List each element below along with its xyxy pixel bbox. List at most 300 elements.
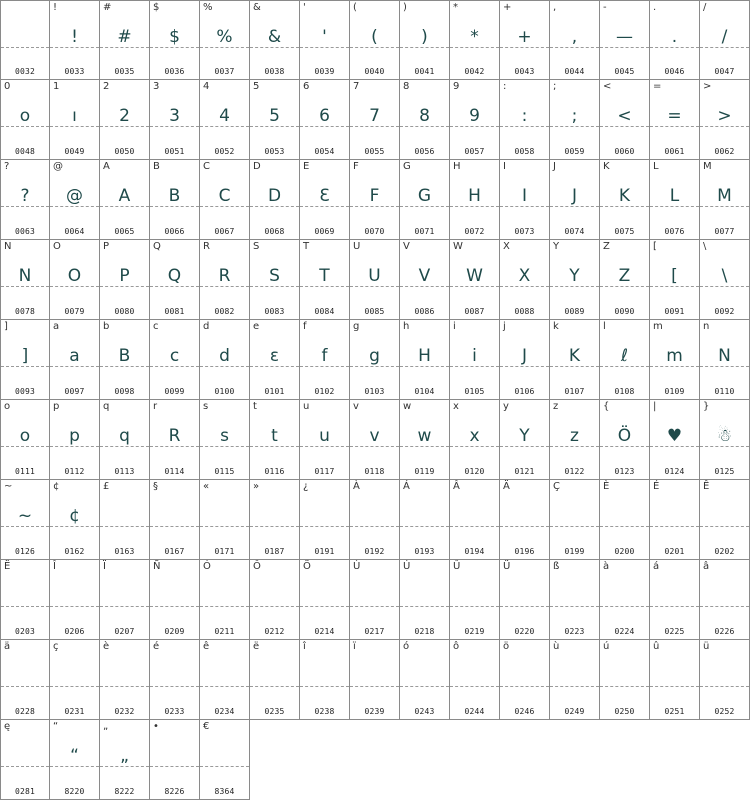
glyph-cell-0124[interactable] xyxy=(650,400,700,480)
cell-glyph-sample: I xyxy=(521,186,527,206)
glyph-cell-0069[interactable] xyxy=(300,160,350,240)
glyph-cell-0167[interactable] xyxy=(150,480,200,560)
glyph-cell-0238[interactable] xyxy=(300,640,350,720)
glyph-cell-0120[interactable] xyxy=(450,400,500,480)
glyph-cell-0046[interactable] xyxy=(650,0,700,80)
glyph-cell-0220[interactable] xyxy=(500,560,550,640)
glyph-cell-0106[interactable] xyxy=(500,320,550,400)
glyph-cell-0064[interactable] xyxy=(50,160,100,240)
glyph-cell-0057[interactable] xyxy=(450,80,500,160)
glyph-cell-0084[interactable] xyxy=(300,240,350,320)
glyph-cell-0033[interactable] xyxy=(50,0,100,80)
cell-baseline xyxy=(300,606,349,607)
cell-character-label: v xyxy=(353,401,359,412)
cell-baseline xyxy=(150,126,199,127)
glyph-cell-0045[interactable] xyxy=(600,0,650,80)
cell-baseline xyxy=(300,686,349,687)
glyph-cell-0071[interactable] xyxy=(400,160,450,240)
cell-glyph-sample: 6 xyxy=(319,106,330,126)
cell-character-label: É xyxy=(653,481,660,492)
glyph-cell-0100[interactable] xyxy=(200,320,250,400)
cell-baseline xyxy=(550,47,599,48)
cell-character-label: î xyxy=(303,641,306,652)
cell-baseline xyxy=(350,366,399,367)
cell-baseline xyxy=(500,446,549,447)
cell-baseline xyxy=(150,766,199,767)
cell-character-label: À xyxy=(353,481,360,492)
glyph-cell-0119[interactable] xyxy=(400,400,450,480)
cell-code-label: 0167 xyxy=(164,547,185,556)
glyph-cell-0074[interactable] xyxy=(550,160,600,240)
glyph-cell-0251[interactable] xyxy=(650,640,700,720)
cell-baseline xyxy=(500,286,549,287)
glyph-cell-0070[interactable] xyxy=(350,160,400,240)
glyph-cell-0114[interactable] xyxy=(150,400,200,480)
glyph-cell-0097[interactable] xyxy=(50,320,100,400)
glyph-cell-0054[interactable] xyxy=(300,80,350,160)
glyph-cell-0107[interactable] xyxy=(550,320,600,400)
cell-baseline xyxy=(550,526,599,527)
cell-code-label: 0032 xyxy=(14,67,36,76)
cell-code-label: 0119 xyxy=(414,467,435,476)
cell-code-label: 0051 xyxy=(164,147,185,156)
glyph-cell-0121[interactable] xyxy=(500,400,550,480)
glyph-cell-0037[interactable] xyxy=(200,0,250,80)
glyph-cell-0116[interactable] xyxy=(250,400,300,480)
glyph-cell-0075[interactable] xyxy=(600,160,650,240)
glyph-cell-0201[interactable] xyxy=(650,480,700,560)
glyph-cell-0091[interactable] xyxy=(650,240,700,320)
glyph-cell-0223[interactable] xyxy=(550,560,600,640)
cell-baseline xyxy=(350,526,399,527)
glyph-cell-0239[interactable] xyxy=(350,640,400,720)
cell-character-label: M xyxy=(703,161,712,172)
cell-baseline xyxy=(350,446,399,447)
cell-baseline xyxy=(200,766,249,767)
cell-baseline xyxy=(500,47,549,48)
glyph-cell-0122[interactable] xyxy=(550,400,600,480)
glyph-cell-0244[interactable] xyxy=(450,640,500,720)
cell-code-label: 0050 xyxy=(114,147,135,156)
glyph-cell-0218[interactable] xyxy=(400,560,450,640)
cell-code-label: 0231 xyxy=(64,707,85,716)
cell-code-label: 0079 xyxy=(64,307,85,316)
glyph-cell-0036[interactable] xyxy=(150,0,200,80)
glyph-cell-0049[interactable] xyxy=(50,80,100,160)
glyph-cell-0047[interactable] xyxy=(700,0,750,80)
cell-glyph-sample: o xyxy=(19,106,31,126)
cell-character-label: q xyxy=(103,401,110,412)
cell-glyph-sample: ) xyxy=(421,27,428,47)
cell-glyph-sample: Y xyxy=(519,426,530,446)
cell-baseline xyxy=(400,526,449,527)
glyph-cell-0081[interactable] xyxy=(150,240,200,320)
glyph-cell-0250[interactable] xyxy=(600,640,650,720)
cell-character-label: A xyxy=(103,161,110,172)
glyph-cell-0113[interactable] xyxy=(100,400,150,480)
glyph-cell-0219[interactable] xyxy=(450,560,500,640)
cell-character-label: ! xyxy=(53,2,58,13)
glyph-cell-0209[interactable] xyxy=(150,560,200,640)
glyph-cell-8222[interactable] xyxy=(100,720,150,800)
cell-character-label: W xyxy=(453,241,463,252)
cell-baseline xyxy=(150,446,199,447)
glyph-cell-0192[interactable] xyxy=(350,480,400,560)
cell-character-label: 3 xyxy=(153,81,160,92)
cell-code-label: 0252 xyxy=(714,707,735,716)
cell-code-label: 0097 xyxy=(64,387,85,396)
glyph-cell-0073[interactable] xyxy=(500,160,550,240)
cell-code-label: 0224 xyxy=(614,627,635,636)
cell-code-label: 0073 xyxy=(514,227,535,236)
cell-code-label: 0088 xyxy=(514,307,535,316)
glyph-cell-0077[interactable] xyxy=(700,160,750,240)
cell-code-label: 0053 xyxy=(264,147,285,156)
cell-baseline xyxy=(650,126,699,127)
cell-character-label: t xyxy=(253,401,257,412)
glyph-cell-0187[interactable] xyxy=(250,480,300,560)
glyph-cell-0193[interactable] xyxy=(400,480,450,560)
glyph-cell-0063[interactable] xyxy=(0,160,50,240)
glyph-cell-0232[interactable] xyxy=(100,640,150,720)
glyph-cell-0243[interactable] xyxy=(400,640,450,720)
glyph-cell-0058[interactable] xyxy=(500,80,550,160)
glyph-cell-0224[interactable] xyxy=(600,560,650,640)
glyph-cell-0194[interactable] xyxy=(450,480,500,560)
glyph-cell-0098[interactable] xyxy=(100,320,150,400)
cell-character-label: 1 xyxy=(53,81,60,92)
cell-baseline xyxy=(50,766,99,767)
cell-baseline xyxy=(350,47,399,48)
cell-baseline xyxy=(400,206,449,207)
glyph-cell-0214[interactable] xyxy=(300,560,350,640)
glyph-cell-0083[interactable] xyxy=(250,240,300,320)
glyph-cell-0118[interactable] xyxy=(350,400,400,480)
glyph-cell-0062[interactable] xyxy=(700,80,750,160)
glyph-cell-0162[interactable] xyxy=(50,480,100,560)
glyph-cell-0055[interactable] xyxy=(350,80,400,160)
cell-code-label: 0193 xyxy=(414,547,435,556)
cell-character-label: Ö xyxy=(303,561,311,572)
cell-character-label: ~ xyxy=(4,481,13,492)
glyph-cell-0108[interactable] xyxy=(600,320,650,400)
cell-baseline xyxy=(50,286,99,287)
cell-code-label: 0218 xyxy=(414,627,435,636)
glyph-cell-0060[interactable] xyxy=(600,80,650,160)
cell-glyph-sample: N xyxy=(18,266,32,286)
cell-code-label: 0171 xyxy=(214,547,235,556)
cell-baseline xyxy=(700,286,749,287)
glyph-cell-0231[interactable] xyxy=(50,640,100,720)
cell-baseline xyxy=(550,206,599,207)
glyph-cell-0048[interactable] xyxy=(0,80,50,160)
cell-code-label: 0068 xyxy=(264,227,285,236)
glyph-cell-0217[interactable] xyxy=(350,560,400,640)
glyph-cell-0080[interactable] xyxy=(100,240,150,320)
cell-baseline xyxy=(500,366,549,367)
cell-character-label: „ xyxy=(103,721,109,732)
glyph-cell-0125[interactable] xyxy=(700,400,750,480)
cell-baseline xyxy=(200,606,249,607)
glyph-cell-0053[interactable] xyxy=(250,80,300,160)
glyph-cell-0281[interactable] xyxy=(0,720,50,800)
cell-baseline xyxy=(650,47,699,48)
cell-glyph-sample: w xyxy=(417,426,432,446)
cell-code-label: 0187 xyxy=(264,547,285,556)
cell-glyph-sample: t xyxy=(271,426,278,446)
glyph-cell-8226[interactable] xyxy=(150,720,200,800)
cell-code-label: 0233 xyxy=(164,707,185,716)
cell-baseline xyxy=(550,446,599,447)
cell-baseline xyxy=(450,686,499,687)
cell-glyph-sample: R xyxy=(218,266,231,286)
cell-baseline xyxy=(450,606,499,607)
cell-code-label: 0243 xyxy=(414,707,435,716)
glyph-cell-0052[interactable] xyxy=(200,80,250,160)
cell-code-label: 0064 xyxy=(64,227,85,236)
glyph-cell-0233[interactable] xyxy=(150,640,200,720)
cell-code-label: 0055 xyxy=(364,147,385,156)
cell-glyph-sample: D xyxy=(267,186,282,206)
glyph-cell-0065[interactable] xyxy=(100,160,150,240)
cell-code-label: 0120 xyxy=(464,467,485,476)
cell-code-label: 0244 xyxy=(464,707,485,716)
glyph-cell-0252[interactable] xyxy=(700,640,750,720)
glyph-cell-0050[interactable] xyxy=(100,80,150,160)
cell-code-label: 0220 xyxy=(514,627,535,636)
cell-character-label: ï xyxy=(353,641,356,652)
cell-code-label: 0232 xyxy=(114,707,135,716)
glyph-cell-0041[interactable] xyxy=(400,0,450,80)
cell-glyph-sample: G xyxy=(417,186,432,206)
glyph-cell-0105[interactable] xyxy=(450,320,500,400)
glyph-cell-0082[interactable] xyxy=(200,240,250,320)
glyph-cell-8220[interactable] xyxy=(50,720,100,800)
glyph-cell-0079[interactable] xyxy=(50,240,100,320)
cell-baseline xyxy=(450,446,499,447)
glyph-cell-0038[interactable] xyxy=(250,0,300,80)
cell-code-label: 0081 xyxy=(164,307,185,316)
cell-baseline xyxy=(50,206,99,207)
cell-character-label: ] xyxy=(4,321,8,332)
cell-baseline xyxy=(100,446,149,447)
cell-baseline xyxy=(700,126,749,127)
cell-character-label: û xyxy=(653,641,660,652)
cell-character-label: » xyxy=(253,481,260,492)
cell-glyph-sample: H xyxy=(468,186,481,206)
cell-baseline xyxy=(450,206,499,207)
glyph-cell-0068[interactable] xyxy=(250,160,300,240)
cell-baseline xyxy=(250,446,299,447)
glyph-cell-0249[interactable] xyxy=(550,640,600,720)
cell-glyph-sample: g xyxy=(369,346,380,366)
cell-character-label: Ú xyxy=(403,561,411,572)
glyph-cell-0111[interactable] xyxy=(0,400,50,480)
glyph-cell-0235[interactable] xyxy=(250,640,300,720)
glyph-cell-0123[interactable] xyxy=(600,400,650,480)
cell-character-label: { xyxy=(603,401,610,412)
glyph-cell-0085[interactable] xyxy=(350,240,400,320)
glyph-cell-0066[interactable] xyxy=(150,160,200,240)
cell-character-label: b xyxy=(103,321,110,332)
cell-baseline xyxy=(1,446,49,447)
cell-baseline xyxy=(100,366,149,367)
cell-glyph-sample: B xyxy=(118,346,131,366)
cell-code-label: 0100 xyxy=(214,387,235,396)
cell-baseline xyxy=(150,366,199,367)
glyph-cell-0076[interactable] xyxy=(650,160,700,240)
cell-code-label: 0109 xyxy=(664,387,685,396)
glyph-cell-0200[interactable] xyxy=(600,480,650,560)
glyph-cell-0040[interactable] xyxy=(350,0,400,80)
cell-baseline xyxy=(250,126,299,127)
cell-baseline xyxy=(100,126,149,127)
cell-code-label: 0063 xyxy=(14,227,36,236)
glyph-cell-0044[interactable] xyxy=(550,0,600,80)
glyph-cell-0104[interactable] xyxy=(400,320,450,400)
cell-code-label: 0052 xyxy=(214,147,235,156)
cell-code-label: 0039 xyxy=(314,67,335,76)
glyph-cell-0110[interactable] xyxy=(700,320,750,400)
glyph-cell-0126[interactable] xyxy=(0,480,50,560)
cell-glyph-sample: \ xyxy=(721,266,728,286)
cell-baseline xyxy=(400,126,449,127)
cell-baseline xyxy=(350,126,399,127)
cell-code-label: 0234 xyxy=(214,707,235,716)
cell-code-label: 0038 xyxy=(264,67,285,76)
glyph-cell-0102[interactable] xyxy=(300,320,350,400)
cell-baseline xyxy=(550,686,599,687)
glyph-cell-0115[interactable] xyxy=(200,400,250,480)
cell-character-label: ê xyxy=(203,641,210,652)
cell-glyph-sample: P xyxy=(119,266,130,286)
cell-code-label: 0062 xyxy=(714,147,735,156)
glyph-cell-0086[interactable] xyxy=(400,240,450,320)
glyph-cell-0056[interactable] xyxy=(400,80,450,160)
glyph-cell-0051[interactable] xyxy=(150,80,200,160)
glyph-cell-0035[interactable] xyxy=(100,0,150,80)
cell-glyph-sample: . xyxy=(671,27,678,47)
cell-character-label: - xyxy=(603,2,607,13)
glyph-cell-0090[interactable] xyxy=(600,240,650,320)
cell-code-label: 0202 xyxy=(714,547,735,556)
glyph-cell-0043[interactable] xyxy=(500,0,550,80)
glyph-cell-0072[interactable] xyxy=(450,160,500,240)
glyph-cell-0078[interactable] xyxy=(0,240,50,320)
cell-code-label: 0118 xyxy=(364,467,385,476)
glyph-cell-0171[interactable] xyxy=(200,480,250,560)
cell-character-label: > xyxy=(703,81,712,92)
cell-code-label: 0249 xyxy=(564,707,585,716)
cell-character-label: § xyxy=(153,481,158,492)
glyph-cell-0089[interactable] xyxy=(550,240,600,320)
glyph-cell-0087[interactable] xyxy=(450,240,500,320)
glyph-cell-0211[interactable] xyxy=(200,560,250,640)
cell-baseline xyxy=(450,526,499,527)
cell-character-label: n xyxy=(703,321,710,332)
cell-character-label: ß xyxy=(553,561,560,572)
cell-code-label: 0046 xyxy=(664,67,685,76)
cell-baseline xyxy=(400,366,449,367)
cell-baseline xyxy=(550,606,599,607)
cell-glyph-sample: c xyxy=(169,346,180,366)
cell-code-label: 0110 xyxy=(714,387,735,396)
glyph-cell-0199[interactable] xyxy=(550,480,600,560)
glyph-cell-0039[interactable] xyxy=(300,0,350,80)
cell-baseline xyxy=(250,686,299,687)
glyph-cell-0093[interactable] xyxy=(0,320,50,400)
cell-character-label: 9 xyxy=(453,81,460,92)
glyph-cell-0061[interactable] xyxy=(650,80,700,160)
cell-glyph-sample: F xyxy=(369,186,380,206)
cell-code-label: 0040 xyxy=(364,67,385,76)
cell-character-label: N xyxy=(4,241,12,252)
glyph-cell-0246[interactable] xyxy=(500,640,550,720)
glyph-cell-0117[interactable] xyxy=(300,400,350,480)
cell-code-label: 0228 xyxy=(14,707,36,716)
glyph-cell-0067[interactable] xyxy=(200,160,250,240)
glyph-cell-0042[interactable] xyxy=(450,0,500,80)
glyph-cell-0059[interactable] xyxy=(550,80,600,160)
glyph-cell-0099[interactable] xyxy=(150,320,200,400)
glyph-cell-0225[interactable] xyxy=(650,560,700,640)
glyph-cell-0103[interactable] xyxy=(350,320,400,400)
cell-code-label: 0099 xyxy=(164,387,185,396)
cell-baseline xyxy=(550,286,599,287)
cell-character-label: \ xyxy=(703,241,707,252)
glyph-cell-0088[interactable] xyxy=(500,240,550,320)
glyph-cell-0226[interactable] xyxy=(700,560,750,640)
glyph-cell-0202[interactable] xyxy=(700,480,750,560)
glyph-cell-0163[interactable] xyxy=(100,480,150,560)
glyph-cell-0203[interactable] xyxy=(0,560,50,640)
cell-glyph-sample: „ xyxy=(120,746,129,766)
cell-code-label: 0281 xyxy=(14,787,36,796)
glyph-cell-0234[interactable] xyxy=(200,640,250,720)
glyph-cell-0112[interactable] xyxy=(50,400,100,480)
cell-glyph-sample: 5 xyxy=(269,106,280,126)
cell-code-label: 0106 xyxy=(514,387,535,396)
cell-glyph-sample: N xyxy=(718,346,731,366)
cell-baseline xyxy=(700,206,749,207)
cell-character-label: $ xyxy=(153,2,160,13)
cell-character-label: G xyxy=(403,161,411,172)
cell-baseline xyxy=(250,606,299,607)
glyph-cell-0101[interactable] xyxy=(250,320,300,400)
cell-glyph-sample: ı xyxy=(72,106,77,126)
glyph-cell-0109[interactable] xyxy=(650,320,700,400)
glyph-cell-0207[interactable] xyxy=(100,560,150,640)
cell-baseline xyxy=(1,766,49,767)
cell-code-label: 0108 xyxy=(614,387,635,396)
glyph-cell-0032[interactable] xyxy=(0,0,50,80)
cell-character-label: Î xyxy=(53,561,56,572)
cell-character-label: a xyxy=(53,321,60,332)
glyph-cell-0228[interactable] xyxy=(0,640,50,720)
cell-character-label: Y xyxy=(553,241,560,252)
glyph-cell-0191[interactable] xyxy=(300,480,350,560)
glyph-cell-0196[interactable] xyxy=(500,480,550,560)
glyph-cell-0206[interactable] xyxy=(50,560,100,640)
cell-code-label: 0225 xyxy=(664,627,685,636)
cell-baseline xyxy=(50,126,99,127)
cell-code-label: 0089 xyxy=(564,307,585,316)
glyph-cell-0092[interactable] xyxy=(700,240,750,320)
glyph-cell-8364[interactable] xyxy=(200,720,250,800)
glyph-cell-0212[interactable] xyxy=(250,560,300,640)
cell-baseline xyxy=(300,446,349,447)
cell-baseline xyxy=(50,606,99,607)
